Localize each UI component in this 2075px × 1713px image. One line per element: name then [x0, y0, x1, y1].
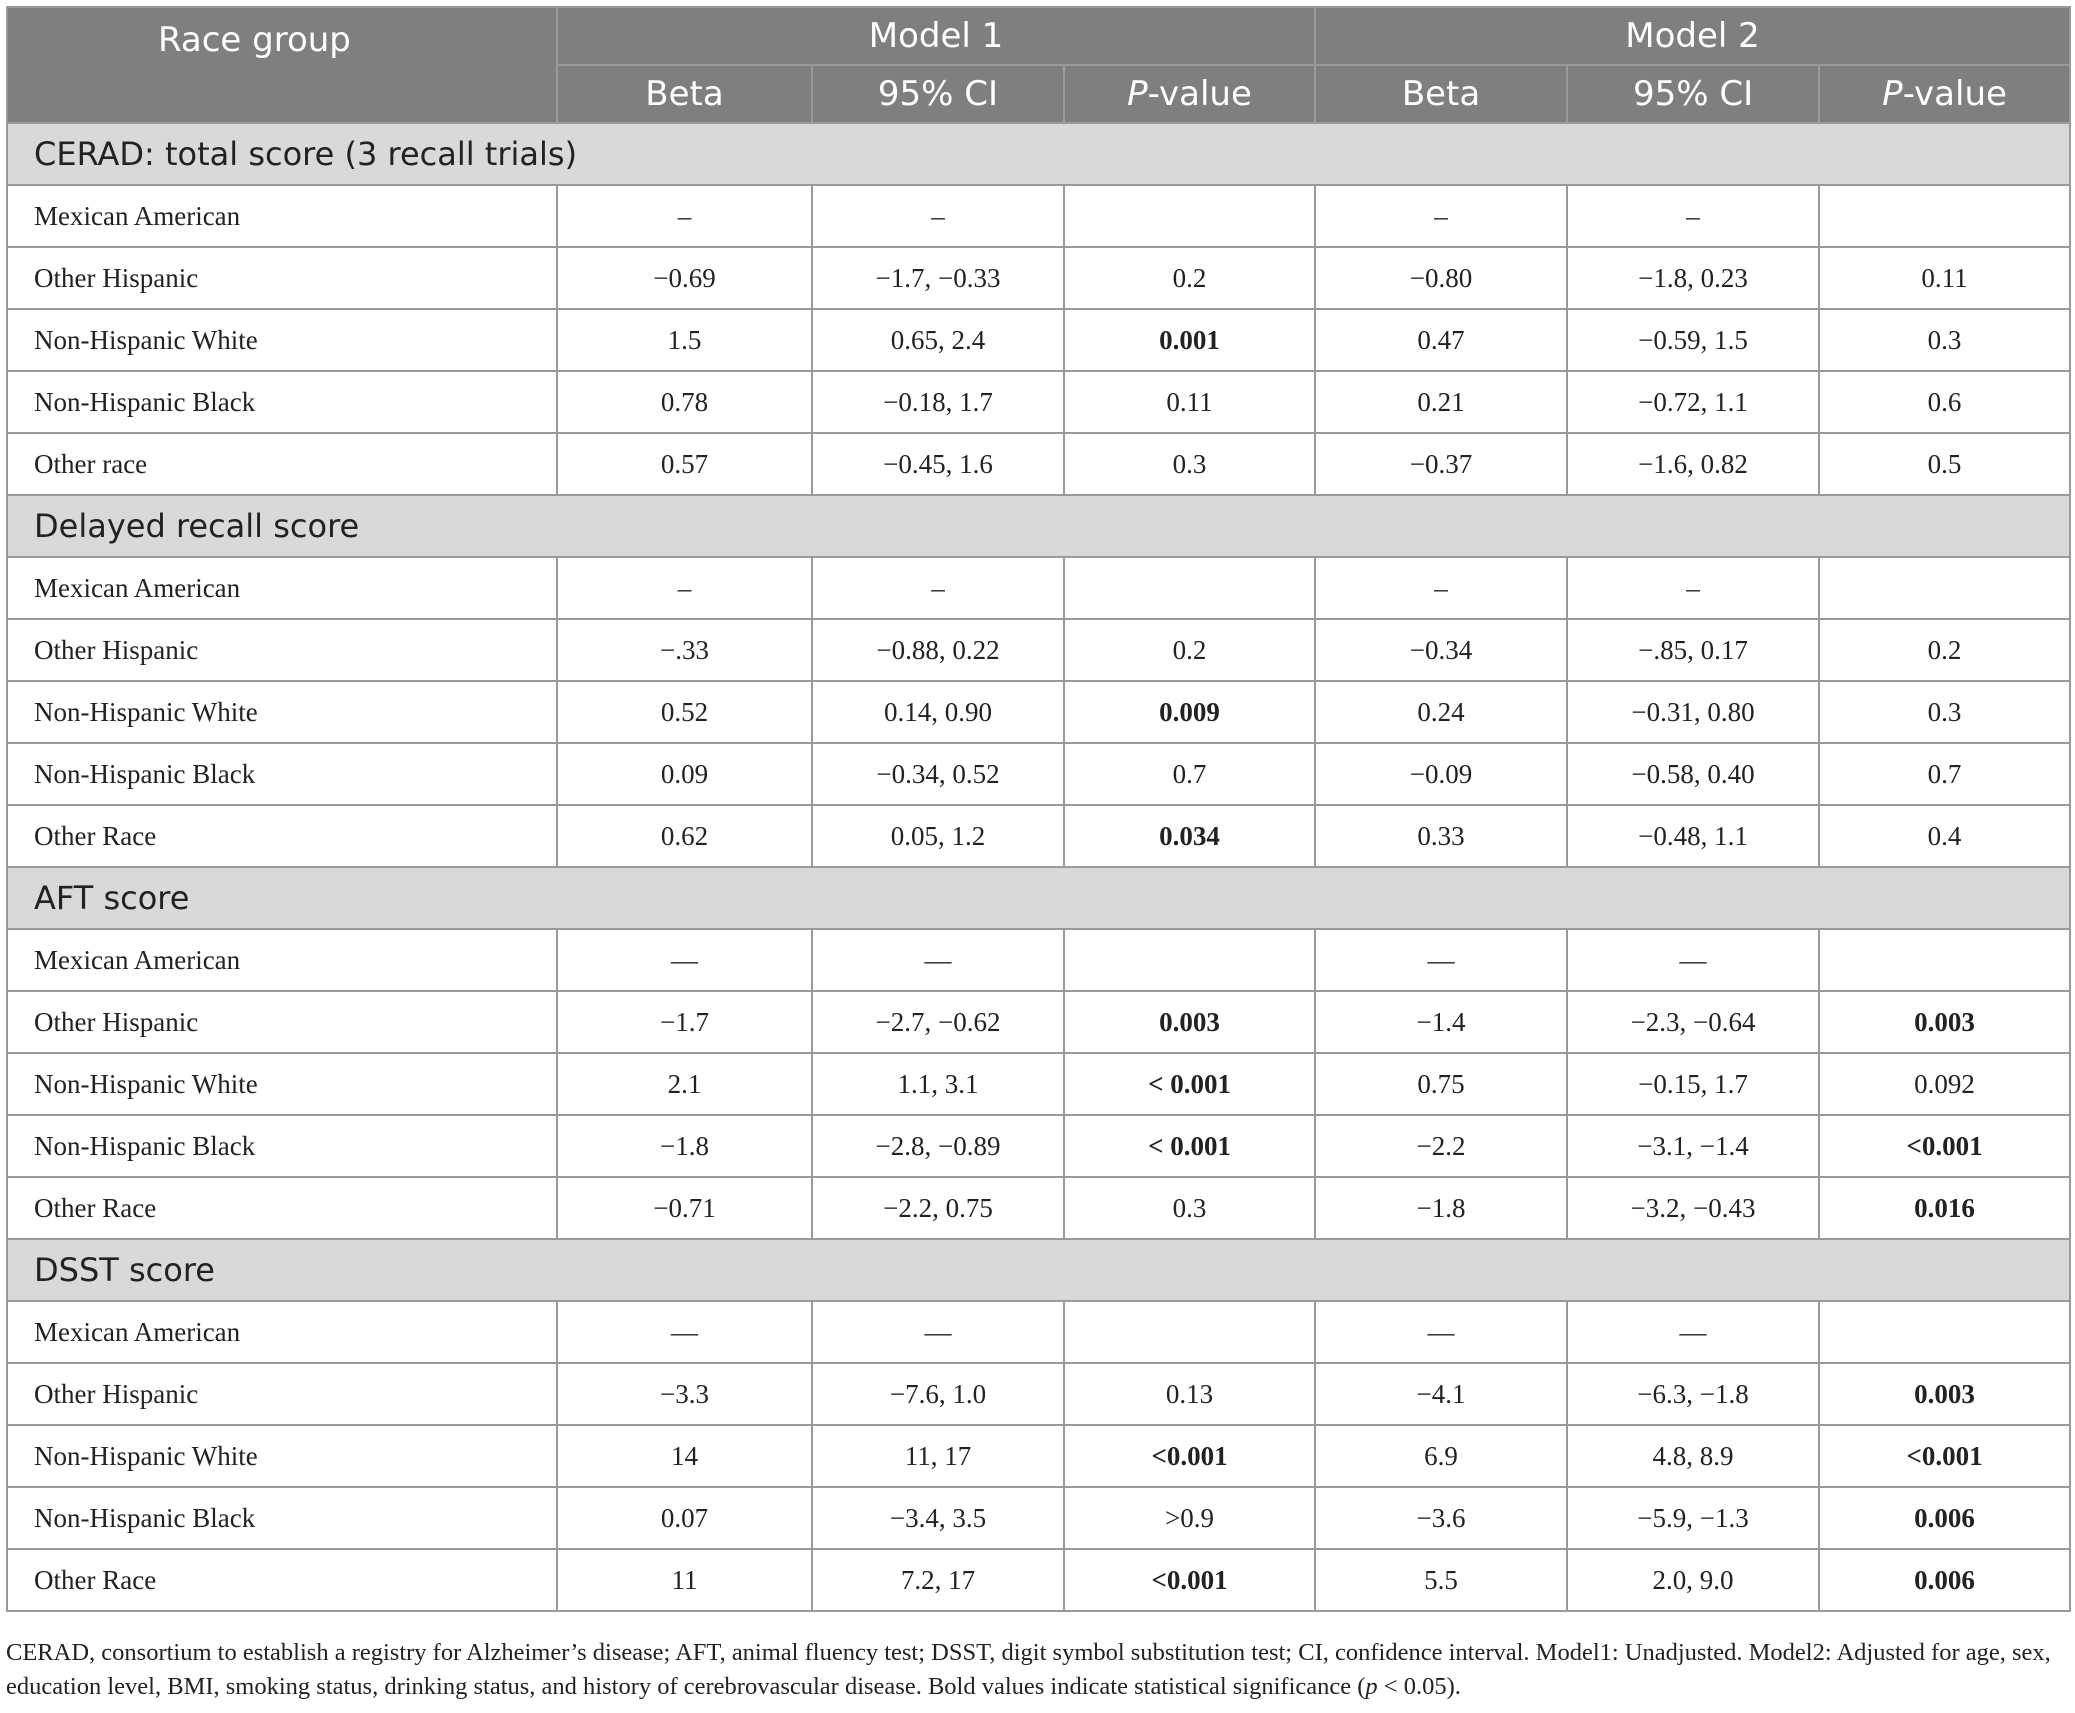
model1-ci-cell: −7.6, 1.0 — [812, 1363, 1064, 1425]
model2-beta-cell: −4.1 — [1315, 1363, 1567, 1425]
model2-pvalue-cell: 0.003 — [1819, 991, 2070, 1053]
race-group-header: Race group — [7, 7, 557, 123]
model1-ci-cell: 0.65, 2.4 — [812, 309, 1064, 371]
table-row — [7, 1301, 2070, 1363]
model1-pvalue-cell — [1064, 185, 1315, 247]
model2-pvalue-cell: <0.001 — [1819, 1425, 2070, 1487]
table-body — [7, 123, 2070, 1611]
race-group-cell: Other Race — [7, 805, 557, 867]
race-group-cell: Other Hispanic — [7, 991, 557, 1053]
model1-pvalue-cell: 0.11 — [1064, 371, 1315, 433]
model1-beta-cell: −0.71 — [557, 1177, 812, 1239]
model1-ci-cell: −2.8, −0.89 — [812, 1115, 1064, 1177]
model1-pvalue-cell: < 0.001 — [1064, 1053, 1315, 1115]
section-title: Delayed recall score — [7, 495, 2070, 557]
model1-ci-cell: — — [812, 1301, 1064, 1363]
model2-ci-cell: −5.9, −1.3 — [1567, 1487, 1819, 1549]
model1-beta-cell: −1.8 — [557, 1115, 812, 1177]
model2-beta-cell: −2.2 — [1315, 1115, 1567, 1177]
model1-pvalue-cell: 0.2 — [1064, 619, 1315, 681]
model2-ci-cell: −3.1, −1.4 — [1567, 1115, 1819, 1177]
race-group-cell: Non-Hispanic White — [7, 309, 557, 371]
model1-ci-cell: 0.14, 0.90 — [812, 681, 1064, 743]
section-title: CERAD: total score (3 recall trials) — [7, 123, 2070, 185]
model2-beta-cell: – — [1315, 557, 1567, 619]
model1-ci-cell: −2.7, −0.62 — [812, 991, 1064, 1053]
section-header-row — [7, 123, 2070, 185]
model2-beta-cell: — — [1315, 929, 1567, 991]
model2-beta-cell: 0.75 — [1315, 1053, 1567, 1115]
table-row — [7, 1487, 2070, 1549]
header-row-models — [7, 7, 2070, 65]
m1-ci-header: 95% CI — [812, 65, 1064, 123]
table-footnote: CERAD, consortium to establish a registry for Alzheimer’s disease; AFT, animal fluency test; DSST, digit symbol substitution test; CI, confidence interval. Model1: Unadjusted. Model2: Adjusted for age, sex, education level, BMI, smoking status, drinking status, and history of cerebrovascular disease. Bold values indicate statistical significance (p < 0.05). — [6, 1639, 2051, 1700]
model2-pvalue-cell: 0.3 — [1819, 309, 2070, 371]
race-group-cell: Other race — [7, 433, 557, 495]
model1-ci-cell: −0.34, 0.52 — [812, 743, 1064, 805]
model2-beta-cell: −0.80 — [1315, 247, 1567, 309]
section-header-row — [7, 867, 2070, 929]
race-group-cell: Other Race — [7, 1177, 557, 1239]
model2-beta-cell: 0.21 — [1315, 371, 1567, 433]
model1-beta-cell: −1.7 — [557, 991, 812, 1053]
model2-pvalue-cell — [1819, 929, 2070, 991]
model1-ci-cell: −0.45, 1.6 — [812, 433, 1064, 495]
model1-pvalue-cell: 0.003 — [1064, 991, 1315, 1053]
model2-pvalue-cell: 0.016 — [1819, 1177, 2070, 1239]
model1-ci-cell: – — [812, 557, 1064, 619]
race-group-cell: Other Hispanic — [7, 1363, 557, 1425]
model2-ci-cell: – — [1567, 557, 1819, 619]
model1-pvalue-cell: < 0.001 — [1064, 1115, 1315, 1177]
model1-beta-cell: – — [557, 557, 812, 619]
section-header-row — [7, 495, 2070, 557]
table-row — [7, 743, 2070, 805]
model2-beta-cell: — — [1315, 1301, 1567, 1363]
model2-ci-cell: — — [1567, 1301, 1819, 1363]
table-row — [7, 619, 2070, 681]
model1-ci-cell: – — [812, 185, 1064, 247]
model2-ci-cell: −0.72, 1.1 — [1567, 371, 1819, 433]
model2-beta-cell: −3.6 — [1315, 1487, 1567, 1549]
table-row — [7, 1177, 2070, 1239]
model2-beta-cell: −1.4 — [1315, 991, 1567, 1053]
model2-ci-cell: 4.8, 8.9 — [1567, 1425, 1819, 1487]
table-row — [7, 1425, 2070, 1487]
model1-pvalue-cell: 0.001 — [1064, 309, 1315, 371]
model1-header: Model 1 — [557, 7, 1315, 65]
model2-pvalue-cell: 0.11 — [1819, 247, 2070, 309]
section-title: AFT score — [7, 867, 2070, 929]
model1-beta-cell: 11 — [557, 1549, 812, 1611]
model1-beta-cell: 1.5 — [557, 309, 812, 371]
table-row — [7, 371, 2070, 433]
m1-beta-header: Beta — [557, 65, 812, 123]
race-group-cell: Mexican American — [7, 185, 557, 247]
table-row — [7, 991, 2070, 1053]
race-group-cell: Non-Hispanic Black — [7, 1487, 557, 1549]
model1-pvalue-cell: 0.7 — [1064, 743, 1315, 805]
model1-beta-cell: — — [557, 1301, 812, 1363]
race-group-cell: Non-Hispanic White — [7, 1053, 557, 1115]
model2-ci-cell: −1.8, 0.23 — [1567, 247, 1819, 309]
model2-ci-cell: 2.0, 9.0 — [1567, 1549, 1819, 1611]
model2-beta-cell: 6.9 — [1315, 1425, 1567, 1487]
race-group-cell: Non-Hispanic Black — [7, 743, 557, 805]
model2-ci-cell: — — [1567, 929, 1819, 991]
race-group-cell: Non-Hispanic White — [7, 1425, 557, 1487]
model1-beta-cell: – — [557, 185, 812, 247]
race-group-cell: Other Race — [7, 1549, 557, 1611]
model1-beta-cell: 0.62 — [557, 805, 812, 867]
model2-pvalue-cell: 0.7 — [1819, 743, 2070, 805]
table-header — [7, 7, 2070, 123]
model2-beta-cell: – — [1315, 185, 1567, 247]
model1-pvalue-cell — [1064, 557, 1315, 619]
model1-beta-cell: 0.52 — [557, 681, 812, 743]
model1-beta-cell: 0.57 — [557, 433, 812, 495]
model1-ci-cell: −1.7, −0.33 — [812, 247, 1064, 309]
model1-ci-cell: — — [812, 929, 1064, 991]
model2-pvalue-cell: 0.2 — [1819, 619, 2070, 681]
model2-beta-cell: −1.8 — [1315, 1177, 1567, 1239]
race-group-cell: Other Hispanic — [7, 247, 557, 309]
model2-ci-cell: −6.3, −1.8 — [1567, 1363, 1819, 1425]
model1-ci-cell: −2.2, 0.75 — [812, 1177, 1064, 1239]
model1-beta-cell: 0.78 — [557, 371, 812, 433]
model1-beta-cell: −3.3 — [557, 1363, 812, 1425]
race-group-cell: Non-Hispanic Black — [7, 371, 557, 433]
table-row — [7, 247, 2070, 309]
model2-pvalue-cell: 0.003 — [1819, 1363, 2070, 1425]
model1-pvalue-cell: 0.13 — [1064, 1363, 1315, 1425]
table-row — [7, 185, 2070, 247]
m2-ci-header: 95% CI — [1567, 65, 1819, 123]
model2-ci-cell: −2.3, −0.64 — [1567, 991, 1819, 1053]
race-group-cell: Mexican American — [7, 1301, 557, 1363]
model2-beta-cell: −0.34 — [1315, 619, 1567, 681]
model1-beta-cell: 14 — [557, 1425, 812, 1487]
table-row — [7, 805, 2070, 867]
model2-pvalue-cell — [1819, 557, 2070, 619]
model2-ci-cell: −0.48, 1.1 — [1567, 805, 1819, 867]
model1-beta-cell: — — [557, 929, 812, 991]
table-container — [6, 6, 2069, 1612]
model2-ci-cell: −.85, 0.17 — [1567, 619, 1819, 681]
model2-beta-cell: −0.09 — [1315, 743, 1567, 805]
model2-ci-cell: −1.6, 0.82 — [1567, 433, 1819, 495]
model1-pvalue-cell: 0.034 — [1064, 805, 1315, 867]
m1-p-header: P-value — [1064, 65, 1315, 123]
model2-ci-cell: −3.2, −0.43 — [1567, 1177, 1819, 1239]
model2-beta-cell: 0.33 — [1315, 805, 1567, 867]
model2-ci-cell: −0.58, 0.40 — [1567, 743, 1819, 805]
table-row — [7, 557, 2070, 619]
model1-pvalue-cell: 0.009 — [1064, 681, 1315, 743]
model1-pvalue-cell: 0.3 — [1064, 433, 1315, 495]
model2-pvalue-cell: 0.092 — [1819, 1053, 2070, 1115]
model2-ci-cell: −0.31, 0.80 — [1567, 681, 1819, 743]
model1-beta-cell: −.33 — [557, 619, 812, 681]
model1-pvalue-cell: 0.3 — [1064, 1177, 1315, 1239]
model2-beta-cell: 0.47 — [1315, 309, 1567, 371]
table-row — [7, 1363, 2070, 1425]
model2-pvalue-cell: 0.006 — [1819, 1549, 2070, 1611]
race-group-cell: Mexican American — [7, 929, 557, 991]
model2-beta-cell: 0.24 — [1315, 681, 1567, 743]
race-group-cell: Mexican American — [7, 557, 557, 619]
model1-beta-cell: 0.09 — [557, 743, 812, 805]
model1-pvalue-cell: 0.2 — [1064, 247, 1315, 309]
model1-ci-cell: 11, 17 — [812, 1425, 1064, 1487]
model1-beta-cell: 0.07 — [557, 1487, 812, 1549]
table-row — [7, 1549, 2070, 1611]
section-title: DSST score — [7, 1239, 2070, 1301]
model2-pvalue-cell: 0.5 — [1819, 433, 2070, 495]
model1-pvalue-cell: <0.001 — [1064, 1549, 1315, 1611]
model1-pvalue-cell: >0.9 — [1064, 1487, 1315, 1549]
table-row — [7, 1115, 2070, 1177]
model2-pvalue-cell: <0.001 — [1819, 1115, 2070, 1177]
model1-beta-cell: 2.1 — [557, 1053, 812, 1115]
model2-ci-cell: −0.59, 1.5 — [1567, 309, 1819, 371]
model1-ci-cell: −0.88, 0.22 — [812, 619, 1064, 681]
model2-pvalue-cell — [1819, 185, 2070, 247]
model1-ci-cell: −3.4, 3.5 — [812, 1487, 1064, 1549]
section-header-row — [7, 1239, 2070, 1301]
table-row — [7, 681, 2070, 743]
table-row — [7, 433, 2070, 495]
model1-ci-cell: 0.05, 1.2 — [812, 805, 1064, 867]
m2-p-header: P-value — [1819, 65, 2070, 123]
model2-pvalue-cell: 0.3 — [1819, 681, 2070, 743]
model2-ci-cell: – — [1567, 185, 1819, 247]
model2-header: Model 2 — [1315, 7, 2070, 65]
model2-pvalue-cell: 0.4 — [1819, 805, 2070, 867]
race-group-cell: Non-Hispanic White — [7, 681, 557, 743]
race-group-cell: Non-Hispanic Black — [7, 1115, 557, 1177]
results-table — [6, 6, 2071, 1612]
model2-beta-cell: −0.37 — [1315, 433, 1567, 495]
model1-pvalue-cell — [1064, 929, 1315, 991]
model2-pvalue-cell — [1819, 1301, 2070, 1363]
model2-ci-cell: −0.15, 1.7 — [1567, 1053, 1819, 1115]
race-group-cell: Other Hispanic — [7, 619, 557, 681]
model1-ci-cell: −0.18, 1.7 — [812, 371, 1064, 433]
model2-pvalue-cell: 0.6 — [1819, 371, 2070, 433]
table-row — [7, 1053, 2070, 1115]
m2-beta-header: Beta — [1315, 65, 1567, 123]
table-row — [7, 309, 2070, 371]
model1-pvalue-cell: <0.001 — [1064, 1425, 1315, 1487]
model1-ci-cell: 7.2, 17 — [812, 1549, 1064, 1611]
table-row — [7, 929, 2070, 991]
model2-beta-cell: 5.5 — [1315, 1549, 1567, 1611]
model1-pvalue-cell — [1064, 1301, 1315, 1363]
model2-pvalue-cell: 0.006 — [1819, 1487, 2070, 1549]
model1-beta-cell: −0.69 — [557, 247, 812, 309]
model1-ci-cell: 1.1, 3.1 — [812, 1053, 1064, 1115]
